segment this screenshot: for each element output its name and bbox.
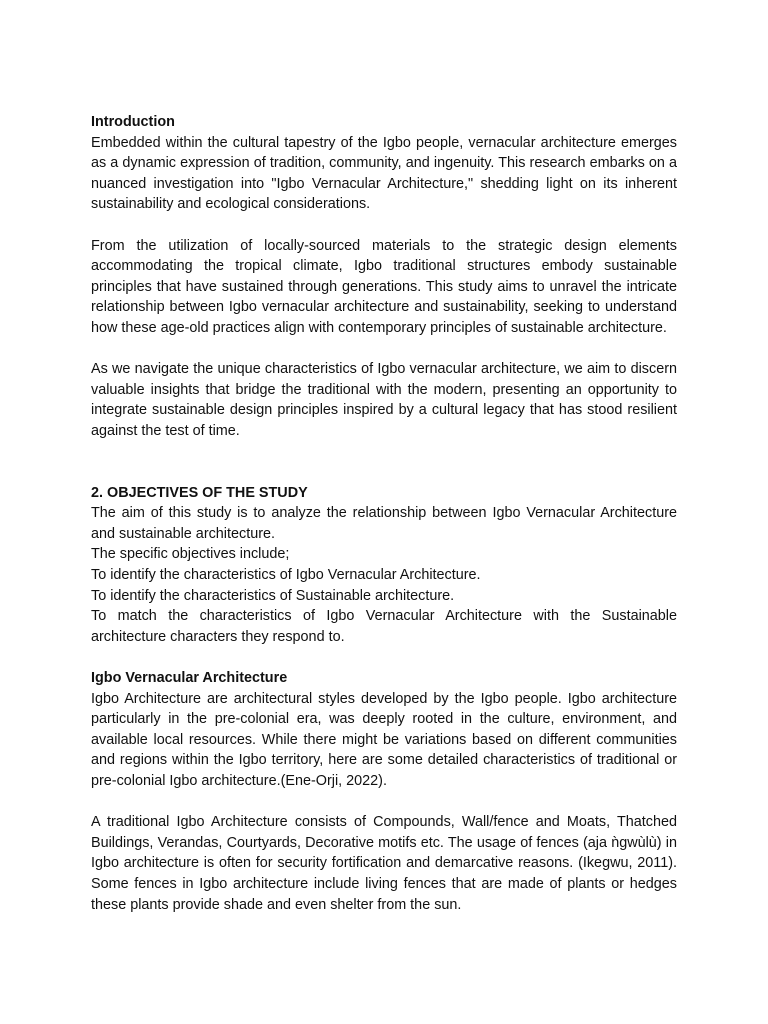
section-gap <box>91 647 677 668</box>
paragraph-gap <box>91 792 677 813</box>
objective-item-2: To identify the characteristics of Sustainable architecture. <box>91 587 455 604</box>
objectives-heading: 2. OBJECTIVES OF THE STUDY <box>91 484 308 501</box>
objectives-aim: The aim of this study is to analyze the relationship between Igbo Vernacular Architecture and sustainable architecture. <box>91 505 677 542</box>
igbo-paragraph-1: Igbo Architecture are architectural styles developed by the Igbo people. Igbo architecture particularly in the pre-colonial era, was deeply rooted in the culture, environment, and available local resources. While there might be variations based on different communities and regions within the Igbo territory, here are some detailed characteristics of traditional or pre-colonial Igbo architecture.(Ene-Orji, 2022). <box>91 690 677 789</box>
igbo-architecture-heading: Igbo Vernacular Architecture <box>91 670 288 687</box>
igbo-paragraph-2: A traditional Igbo Architecture consists of Compounds, Wall/fence and Moats, Thatched Buildings, Verandas, Courtyards, Decorative motifs etc. The usage of fences (aja ǹgwùlù) in Igbo architecture is often for security fortification and demarcative reasons. (Ikegwu, 2011). Some fences in Igbo architecture include living fences that are made of plants or hedges these plants provide shade and even shelter from the sun. <box>91 814 677 913</box>
paragraph-gap <box>91 215 677 236</box>
introduction-heading: Introduction <box>91 114 175 130</box>
objective-item-3: To match the characteristics of Igbo Vernacular Architecture with the Sustainable architecture characters they respond to. <box>91 608 677 645</box>
intro-paragraph-3: As we navigate the unique characteristics of Igbo vernacular architecture, we aim to discern valuable insights that bridge the traditional with the modern, presenting an opportunity to integrate sustainable design principles inspired by a cultural legacy that has stood resilient against the test of time. <box>91 361 677 439</box>
intro-paragraph-2: From the utilization of locally-sourced materials to the strategic design elements accommodating the tropical climate, Igbo traditional structures embody sustainable principles that have sustained through generations. This study aims to unravel the intricate relationship between Igbo vernacular architecture and sustainability, seeking to understand how these age-old practices align with contemporary principles of sustainable architecture. <box>91 237 677 336</box>
intro-paragraph-1: Embedded within the cultural tapestry of the Igbo people, vernacular architecture emerges as a dynamic expression of tradition, community, and ingenuity. This research embarks on a nuanced investigation into "Igbo Vernacular Architecture," shedding light on its inherent sustainability and ecological considerations. <box>91 134 677 213</box>
paragraph-gap <box>91 339 677 360</box>
section-gap <box>91 442 677 483</box>
document-page <box>91 112 677 915</box>
objectives-lead: The specific objectives include; <box>91 546 290 563</box>
objective-item-1: To identify the characteristics of Igbo Vernacular Architecture. <box>91 567 481 584</box>
